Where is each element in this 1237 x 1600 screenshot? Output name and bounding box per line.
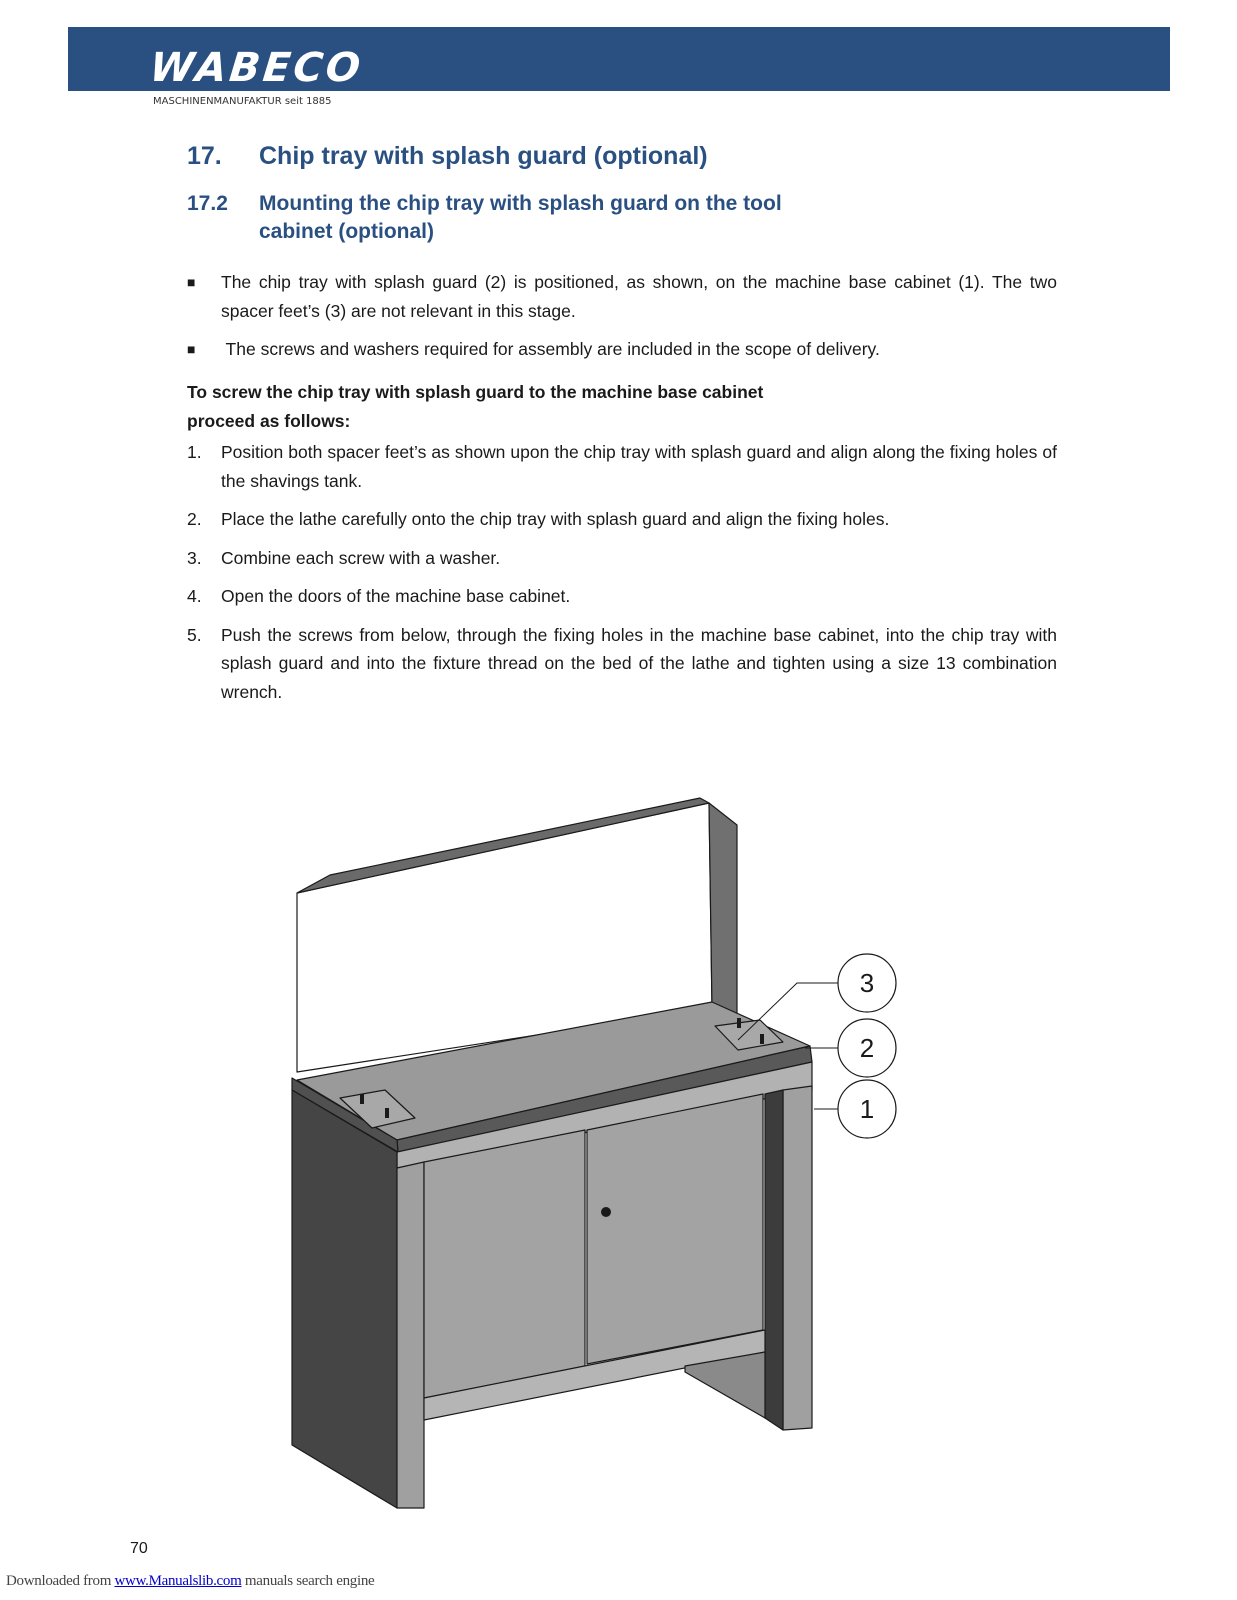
screw-marker: [360, 1094, 364, 1104]
list-item: [187, 505, 1057, 534]
subsection-number: 17.2: [187, 192, 228, 215]
screw-marker: [385, 1108, 389, 1118]
footer-suffix: manuals search engine: [241, 1573, 375, 1589]
bullet-text: The screws and washers required for assembly are included in the scope of delivery.: [221, 339, 880, 359]
step-text: Position both spacer feet’s as shown upon the chip tray with splash guard and align along the fixing holes of the shavings tank.: [221, 442, 1057, 491]
bullet-list: [187, 268, 1057, 374]
callout-label-3: 3: [859, 968, 875, 998]
step-text: Combine each screw with a washer.: [221, 547, 501, 568]
splash-guard-side: [709, 803, 737, 1024]
section-title: Chip tray with splash guard (optional): [259, 142, 708, 170]
step-number: 5.: [187, 624, 202, 645]
bullet-item: [187, 335, 1057, 364]
cabinet-left-side: [292, 1090, 397, 1508]
page-number: 70: [130, 1540, 148, 1557]
footer-link[interactable]: www.Manualslib.com: [114, 1573, 242, 1589]
list-item: [187, 621, 1057, 707]
cabinet-left-door: [424, 1130, 585, 1398]
screw-marker: [760, 1034, 764, 1044]
cabinet-illustration: [280, 790, 920, 1530]
callout-label-1: 1: [859, 1094, 875, 1124]
step-number: 4.: [187, 586, 202, 606]
procedure-heading-line: To screw the chip tray with splash guard to the machine base cabinet: [187, 382, 764, 402]
bullet-item: [187, 268, 1057, 325]
cabinet-right-door: [587, 1094, 763, 1364]
subsection-heading: [187, 190, 859, 246]
footer-prefix: Downloaded from: [6, 1573, 115, 1589]
step-number: 1.: [187, 442, 202, 462]
list-item: [187, 438, 1057, 495]
bullet-text: The chip tray with splash guard (2) is positioned, as shown, on the machine base cabinet (1). The two spacer feet’s (3) are not relevant in this stage.: [221, 272, 1057, 321]
door-lock-icon: [601, 1207, 611, 1217]
cabinet-left-post: [397, 1162, 424, 1508]
footer: [6, 1573, 374, 1590]
list-item: [187, 544, 1057, 573]
callout-label-2: 2: [859, 1033, 875, 1063]
bullet-square-icon: ■: [187, 274, 196, 290]
step-text: Push the screws from below, through the fixing holes in the machine base cabinet, into the chip tray with splash guard and into the fixture thread on the bed of the lathe and tighten using a size 13 combination wrench.: [221, 624, 1057, 702]
step-number: 2.: [187, 509, 202, 529]
bullet-square-icon: ■: [187, 341, 196, 357]
screw-marker: [737, 1018, 741, 1028]
step-text: Place the lathe carefully onto the chip tray with splash guard and align the fixing holes.: [221, 509, 890, 529]
brand-logo: WABECO: [147, 45, 366, 91]
procedure-heading-line: proceed as follows:: [187, 410, 351, 431]
list-item: [187, 582, 1057, 611]
step-list: [187, 438, 1057, 716]
cabinet-inner-right: [765, 1090, 783, 1430]
brand-tagline: MASCHINENMANUFAKTUR seit 1885: [153, 96, 332, 107]
section-heading: [187, 142, 708, 171]
subsection-title: Mounting the chip tray with splash guard on the tool cabinet (optional): [259, 192, 782, 243]
section-number: 17.: [187, 142, 222, 170]
step-number: 3.: [187, 547, 202, 568]
cabinet-right-post: [783, 1086, 812, 1430]
step-text: Open the doors of the machine base cabinet.: [221, 586, 571, 606]
procedure-heading: [187, 378, 1057, 435]
